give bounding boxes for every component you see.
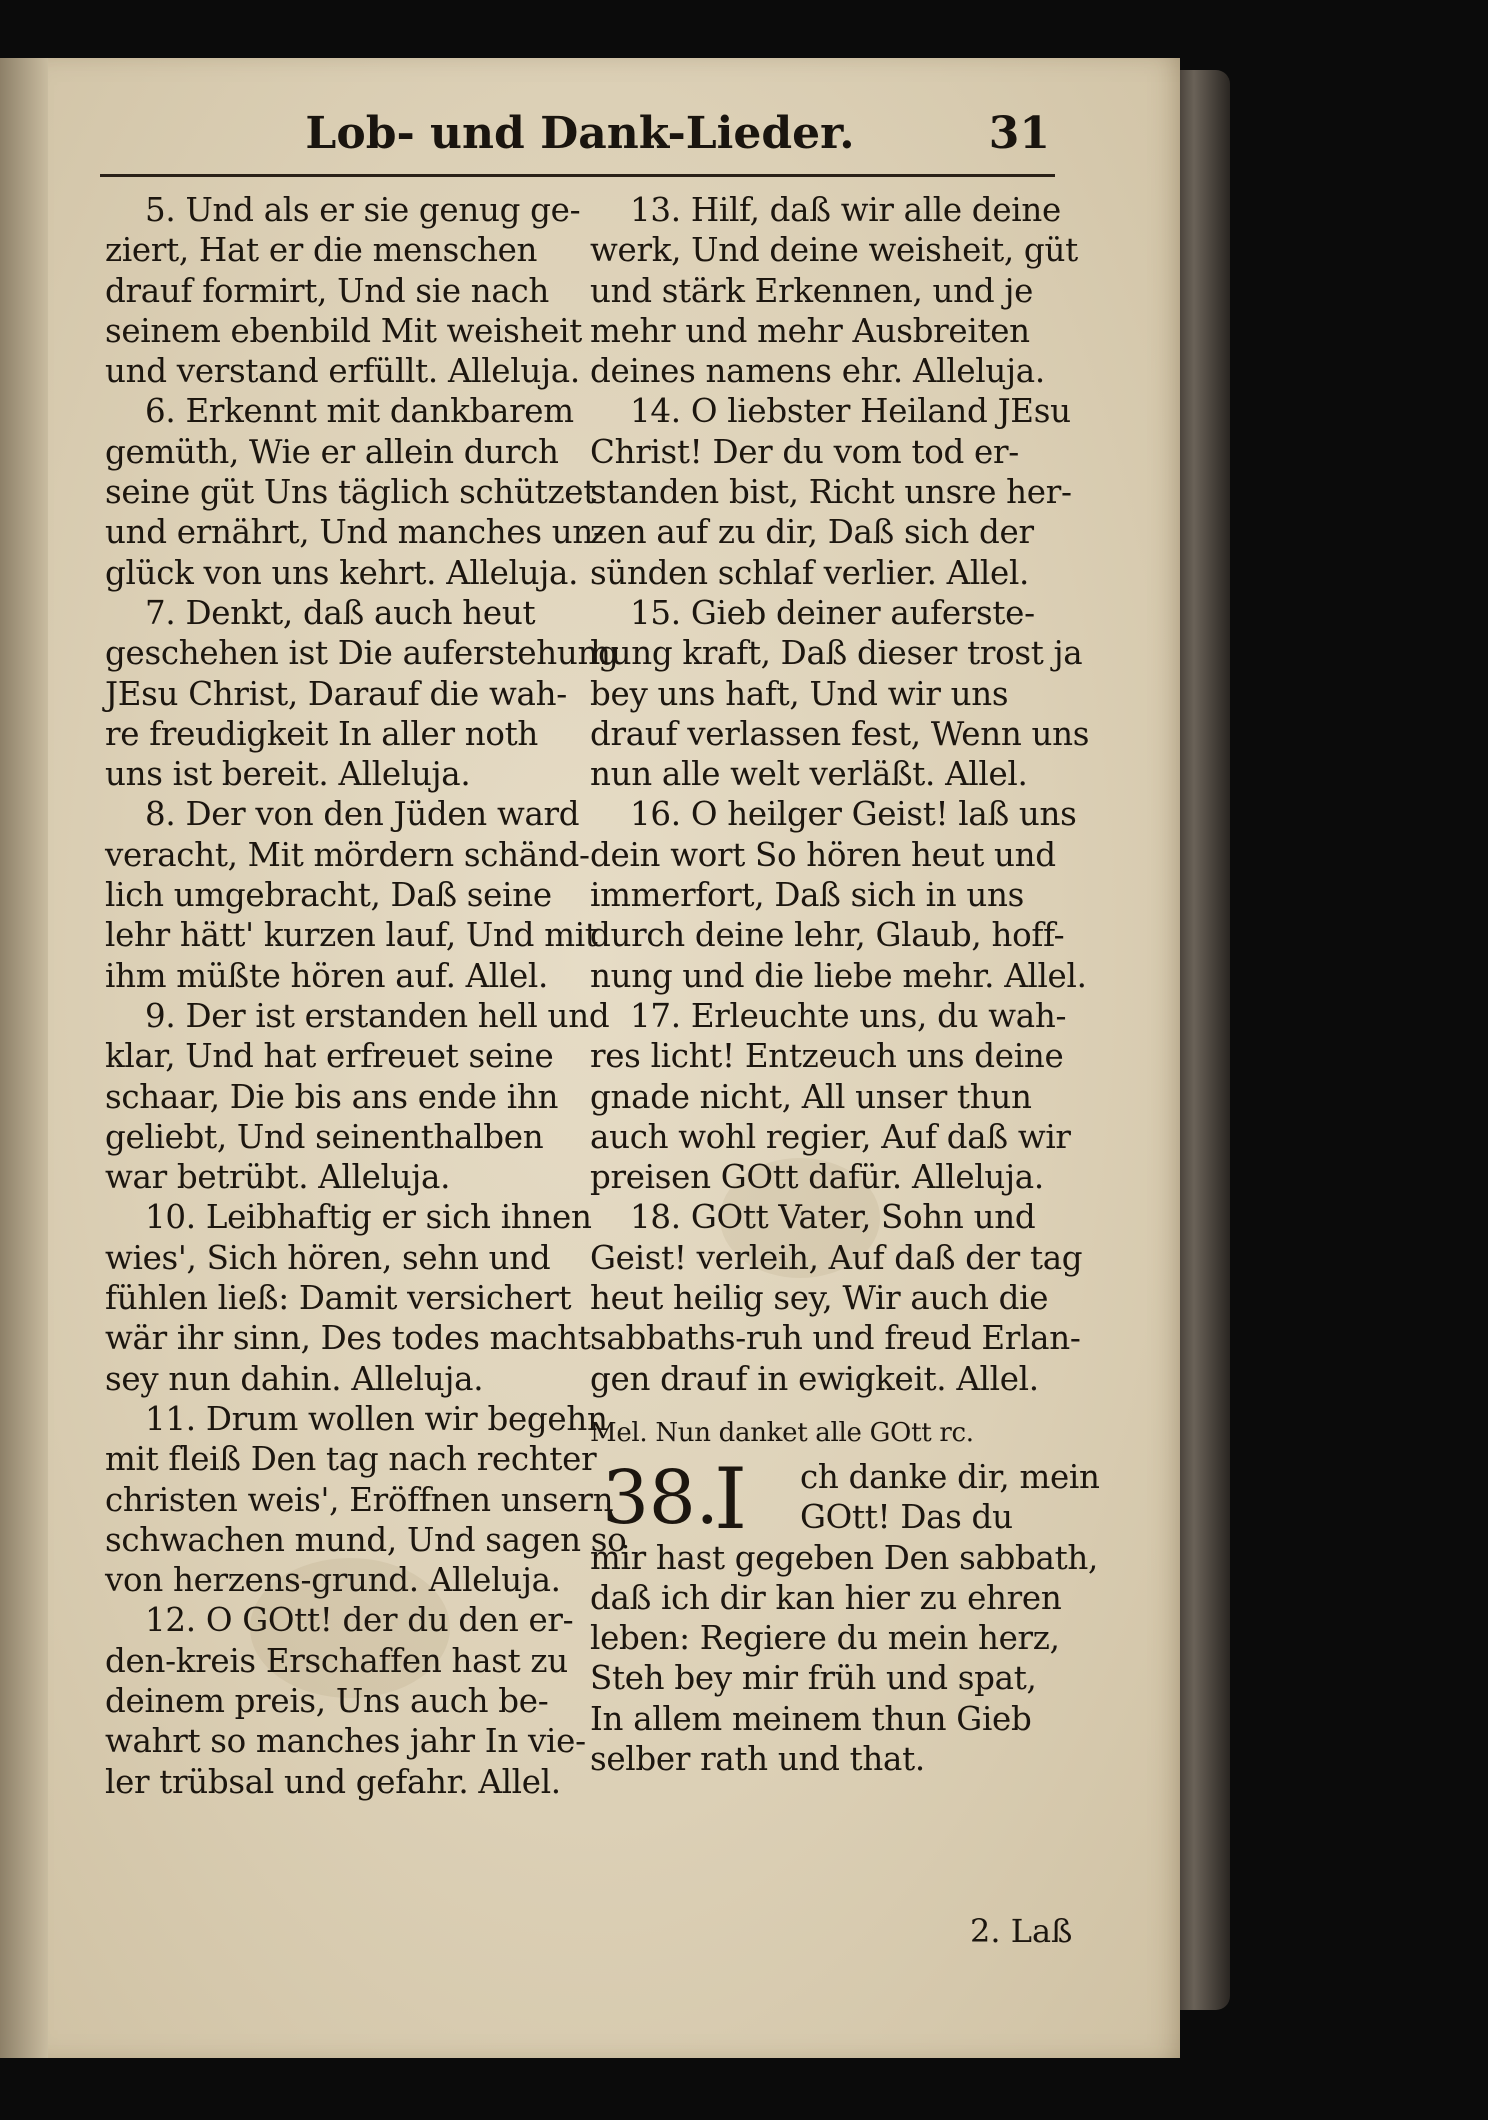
- hymn-line: daß ich dir kan hier zu ehren: [590, 1578, 1062, 1617]
- verse-line: preisen GOtt dafür. Alleluja.: [590, 1158, 1044, 1197]
- hymn-line: ch danke dir, mein: [800, 1457, 1100, 1496]
- verse-line: den-kreis Erschaffen hast zu: [105, 1641, 568, 1680]
- verse: [590, 391, 1072, 592]
- verse-line: mit fleiß Den tag nach rechter: [105, 1440, 597, 1479]
- verse-line: mehr und mehr Ausbreiten: [590, 311, 1030, 350]
- verse-line: zen auf zu dir, Daß sich der: [590, 513, 1034, 552]
- hymn-line: leben: Regiere du mein herz,: [590, 1619, 1060, 1658]
- running-title: Lob- und Dank-Lieder.: [305, 108, 855, 159]
- verse-line: 9. Der ist erstanden hell und: [145, 996, 610, 1035]
- hymn-line: In allem meinem thun Gieb: [590, 1699, 1032, 1738]
- verse-line: 12. O GOtt! der du den er-: [145, 1601, 574, 1640]
- verse-line: lehr hätt' kurzen lauf, Und mit: [105, 916, 598, 955]
- verse-line: deines namens ehr. Alleluja.: [590, 352, 1045, 391]
- verse-line: sabbaths-ruh und freud Erlan-: [590, 1319, 1081, 1358]
- verse-line: klar, Und hat erfreuet seine: [105, 1037, 554, 1076]
- verse: [105, 794, 598, 995]
- verse-line: deinem preis, Uns auch be-: [105, 1681, 549, 1720]
- verse-line: drauf formirt, Und sie nach: [105, 271, 550, 310]
- verse-line: glück von uns kehrt. Alleluja.: [105, 553, 579, 592]
- verse-line: christen weis', Eröffnen unsern: [105, 1480, 614, 1519]
- hymn-38-start: [590, 1449, 1100, 1779]
- verse-line: geliebt, Und seinenthalben: [105, 1117, 544, 1156]
- verse-line: sey nun dahin. Alleluja.: [105, 1359, 484, 1398]
- melody-indication: Mel. Nun danket alle GOtt rc.: [590, 1417, 974, 1448]
- verse-line: werk, Und deine weisheit, güt: [590, 231, 1078, 270]
- verse-line: 5. Und als er sie genug ge-: [145, 191, 581, 229]
- verse-line: lich umgebracht, Daß seine: [105, 876, 552, 915]
- hymn-line: mir hast gegeben Den sabbath,: [590, 1538, 1099, 1577]
- verse-line: 16. O heilger Geist! laß uns: [630, 795, 1077, 834]
- page-gutter: [0, 58, 48, 2058]
- verse-line: veracht, Mit mördern schänd-: [105, 835, 590, 874]
- header-rule: [100, 174, 1055, 177]
- verse-line: drauf verlassen fest, Wenn uns: [590, 714, 1090, 753]
- verse-line: gnade nicht, All unser thun: [590, 1077, 1032, 1116]
- verse: [105, 593, 619, 794]
- verse: [105, 1600, 586, 1801]
- verse: [590, 190, 1078, 391]
- right-column-verses: [590, 190, 1090, 1399]
- verse-line: bey uns haft, Und wir uns: [590, 674, 1009, 713]
- verse-line: 18. GOtt Vater, Sohn und: [630, 1198, 1036, 1237]
- verse-line: 11. Drum wollen wir begehn: [145, 1399, 608, 1438]
- verse-line: JEsu Christ, Darauf die wah-: [105, 674, 567, 713]
- left-column: [105, 190, 627, 1802]
- verse-line: geschehen ist Die auferstehung: [105, 634, 619, 673]
- verse-line: uns ist bereit. Alleluja.: [105, 755, 471, 794]
- verse-line: 8. Der von den Jüden ward: [145, 795, 580, 834]
- verse-line: wies', Sich hören, sehn und: [105, 1238, 551, 1277]
- verse-line: 7. Denkt, daß auch heut: [145, 593, 536, 632]
- verse-line: von herzens-grund. Alleluja.: [105, 1561, 561, 1600]
- verse-line: wär ihr sinn, Des todes macht: [105, 1319, 591, 1358]
- verse-line: seine güt Uns täglich schützet: [105, 473, 596, 512]
- page-header: [100, 108, 1060, 172]
- verse-line: wahrt so manches jahr In vie-: [105, 1722, 586, 1761]
- verse: [590, 794, 1087, 995]
- verse-line: re freudigkeit In aller noth: [105, 714, 539, 753]
- verse-line: fühlen ließ: Damit versichert: [105, 1279, 572, 1318]
- verse-line: dein wort So hören heut und: [590, 835, 1056, 874]
- verse-line: 10. Leibhaftig er sich ihnen: [145, 1198, 592, 1237]
- verse-line: schwachen mund, Und sagen so: [105, 1520, 627, 1559]
- verse: [590, 996, 1071, 1197]
- verse: [590, 593, 1090, 794]
- verse-line: durch deine lehr, Glaub, hoff-: [590, 916, 1065, 955]
- hymn-line: Steh bey mir früh und spat,: [590, 1659, 1037, 1698]
- right-column: [590, 190, 1100, 1779]
- verse-line: 13. Hilf, daß wir alle deine: [630, 191, 1061, 229]
- verse-line: und ernährt, Und manches un-: [105, 513, 604, 552]
- verse-line: und verstand erfüllt. Alleluja.: [105, 352, 580, 391]
- catchword: 2. Laß: [970, 1912, 1073, 1950]
- verse-line: seinem ebenbild Mit weisheit: [105, 311, 582, 350]
- verse-line: heut heilig sey, Wir auch die: [590, 1279, 1049, 1318]
- verse-line: ler trübsal und gefahr. Allel.: [105, 1762, 561, 1801]
- verse-line: nun alle welt verläßt. Allel.: [590, 755, 1028, 794]
- verse-line: Geist! verleih, Auf daß der tag: [590, 1238, 1083, 1277]
- verse-line: war betrübt. Alleluja.: [105, 1158, 451, 1197]
- hymn-number: 38.: [602, 1454, 719, 1541]
- verse-line: res licht! Entzeuch uns deine: [590, 1037, 1064, 1076]
- verse-line: 6. Erkennt mit dankbarem: [145, 392, 574, 431]
- verse: [105, 1197, 592, 1398]
- page-number: 31: [988, 108, 1050, 159]
- hymn-line: selber rath und that.: [590, 1739, 925, 1778]
- verse: [105, 391, 604, 592]
- drop-capital: I: [714, 1449, 747, 1548]
- verse-line: ziert, Hat er die menschen: [105, 231, 538, 270]
- verse: [590, 1197, 1083, 1398]
- verse-line: sünden schlaf verlier. Allel.: [590, 553, 1030, 592]
- verse-line: gemüth, Wie er allein durch: [105, 432, 559, 471]
- verse-line: 14. O liebster Heiland JEsu: [630, 392, 1071, 431]
- hymn-line: GOtt! Das du: [800, 1498, 1013, 1537]
- verse-line: ihm müßte hören auf. Allel.: [105, 956, 549, 995]
- verse-line: auch wohl regier, Auf daß wir: [590, 1117, 1071, 1156]
- verse-line: schaar, Die bis ans ende ihn: [105, 1077, 559, 1116]
- verse-line: 15. Gieb deiner auferste-: [630, 593, 1035, 632]
- verse: [105, 1399, 627, 1600]
- verse: [105, 996, 610, 1197]
- verse-line: 17. Erleuchte uns, du wah-: [630, 996, 1067, 1035]
- verse-line: gen drauf in ewigkeit. Allel.: [590, 1359, 1039, 1398]
- verse-line: standen bist, Richt unsre her-: [590, 473, 1072, 512]
- verse-line: immerfort, Daß sich in uns: [590, 876, 1025, 915]
- verse-line: Christ! Der du vom tod er-: [590, 432, 1019, 471]
- verse: [105, 190, 582, 391]
- verse-line: nung und die liebe mehr. Allel.: [590, 956, 1087, 995]
- verse-line: und stärk Erkennen, und je: [590, 271, 1034, 310]
- verse-line: hung kraft, Daß dieser trost ja: [590, 634, 1083, 673]
